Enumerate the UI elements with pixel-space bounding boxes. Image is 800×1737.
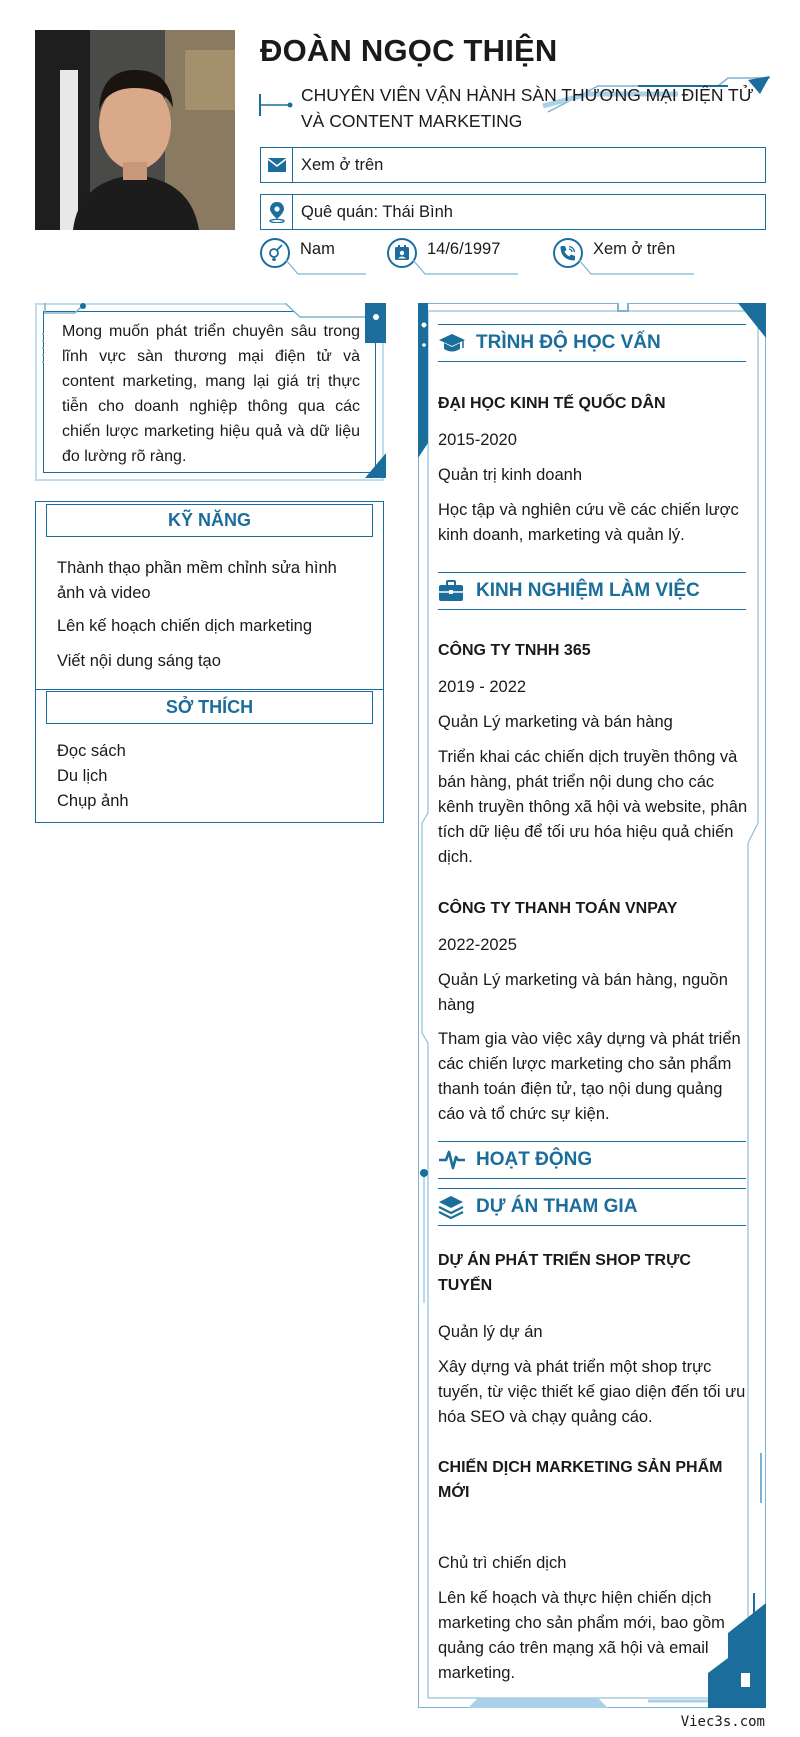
location-pin-icon [261, 195, 293, 229]
skill-item: Thành thạo phần mềm chỉnh sửa hình ảnh và video [57, 559, 337, 602]
candidate-name: ĐOÀN NGỌC THIỆN [260, 33, 558, 68]
activities-heading [438, 1141, 746, 1179]
experience-heading [438, 572, 746, 610]
education-major: Quản trị kinh doanh [438, 466, 583, 484]
job-title: CHUYÊN VIÊN VẬN HÀNH SÀN THƯƠNG MẠI ĐIỆN TỬ VÀ CONTENT MARKETING [301, 85, 754, 131]
layers-icon [438, 1195, 468, 1219]
job-period: 2019 - 2022 [438, 678, 527, 696]
projects-heading [438, 1188, 746, 1226]
project-description: Xây dựng và phát triển một shop trực tuyến, từ việc thiết kế giao diện đến tối ưu hóa SEO và chạy quảng cáo. [438, 1358, 746, 1426]
heartbeat-icon [438, 1149, 468, 1171]
job-role: Quản Lý marketing và bán hàng [438, 713, 673, 731]
hobby-item: Đọc sách [57, 742, 126, 760]
project-description: Lên kế hoạch và thực hiện chiến dịch marketing cho sản phẩm mới, bao gồm quảng cáo trên mạng xã hội và email marketing. [438, 1589, 725, 1682]
education-heading [438, 324, 746, 362]
projects-title: DỰ ÁN THAM GIA [476, 1196, 638, 1217]
gender-underline [286, 260, 366, 278]
education-period: 2015-2020 [438, 431, 517, 449]
job-company: CÔNG TY TNHH 365 [438, 642, 591, 659]
education-description: Học tập và nghiên cứu về các chiến lược kinh doanh, marketing và quản lý. [438, 501, 739, 544]
briefcase-icon [438, 580, 468, 602]
gender-value: Nam [300, 239, 335, 258]
job-role: Quản Lý marketing và bán hàng, nguồn hàng [438, 971, 728, 1014]
hometown-row [260, 194, 766, 230]
job-period: 2022-2025 [438, 936, 517, 954]
birthday-value: 14/6/1997 [427, 239, 501, 258]
hobbies-heading: SỞ THÍCH [46, 691, 373, 724]
hobby-item: Du lịch [57, 767, 108, 785]
avatar [35, 30, 235, 230]
graduation-cap-icon [438, 332, 468, 354]
project-role: Chủ trì chiến dịch [438, 1554, 567, 1572]
objective-text: Mong muốn phát triển chuyên sâu trong lĩnh vực sàn thương mại điện tử và content marketing, mang lại giá trị thực tiễn cho doanh nghiệp thông qua các chiến lược marketing hiệu quả và dữ liệu đo lường rõ ràng. [62, 323, 360, 465]
education-title: TRÌNH ĐỘ HỌC VẤN [476, 332, 661, 353]
objective-box [35, 303, 384, 481]
birthday-underline [413, 260, 518, 278]
job-description: Triển khai các chiến dịch truyền thông và bán hàng, phát triển nội dung cho các kênh truyền thông xã hội và website, phân tích dữ liệu để tối ưu hóa hiệu quả chiến dịch. [438, 748, 748, 866]
phone-underline [579, 260, 694, 278]
email-row [260, 147, 766, 183]
job-description: Tham gia vào việc xây dựng và phát triển các chiến lược marketing cho sản phẩm thanh toán điện tử, tạo nội dung quảng cáo và tổ chức sự kiện. [438, 1030, 741, 1123]
footer-brand: Viec3s.com [680, 1714, 765, 1730]
education-school: ĐẠI HỌC KINH TẾ QUỐC DÂN [438, 395, 666, 412]
hobbies-section [35, 689, 384, 823]
skill-item: Lên kế hoạch chiến dịch marketing [57, 617, 312, 635]
project-role: Quản lý dự án [438, 1323, 543, 1341]
email-value: Xem ở trên [301, 155, 384, 174]
experience-title: KINH NGHIỆM LÀM VIỆC [476, 580, 700, 601]
skills-heading: KỸ NĂNG [46, 504, 373, 537]
phone-value: Xem ở trên [593, 239, 676, 258]
job-company: CÔNG TY THANH TOÁN VNPAY [438, 900, 678, 917]
activities-title: HOẠT ĐỘNG [476, 1149, 593, 1170]
project-name: DỰ ÁN PHÁT TRIỂN SHOP TRỰC TUYẾN [438, 1252, 691, 1294]
envelope-icon [261, 148, 293, 182]
hometown-value: Quê quán: Thái Bình [301, 202, 453, 221]
project-name: CHIẾN DỊCH MARKETING SẢN PHẨM MỚI [438, 1459, 723, 1501]
skills-section [35, 501, 384, 690]
hobby-item: Chụp ảnh [57, 792, 129, 810]
skill-item: Viết nội dung sáng tạo [57, 652, 221, 670]
